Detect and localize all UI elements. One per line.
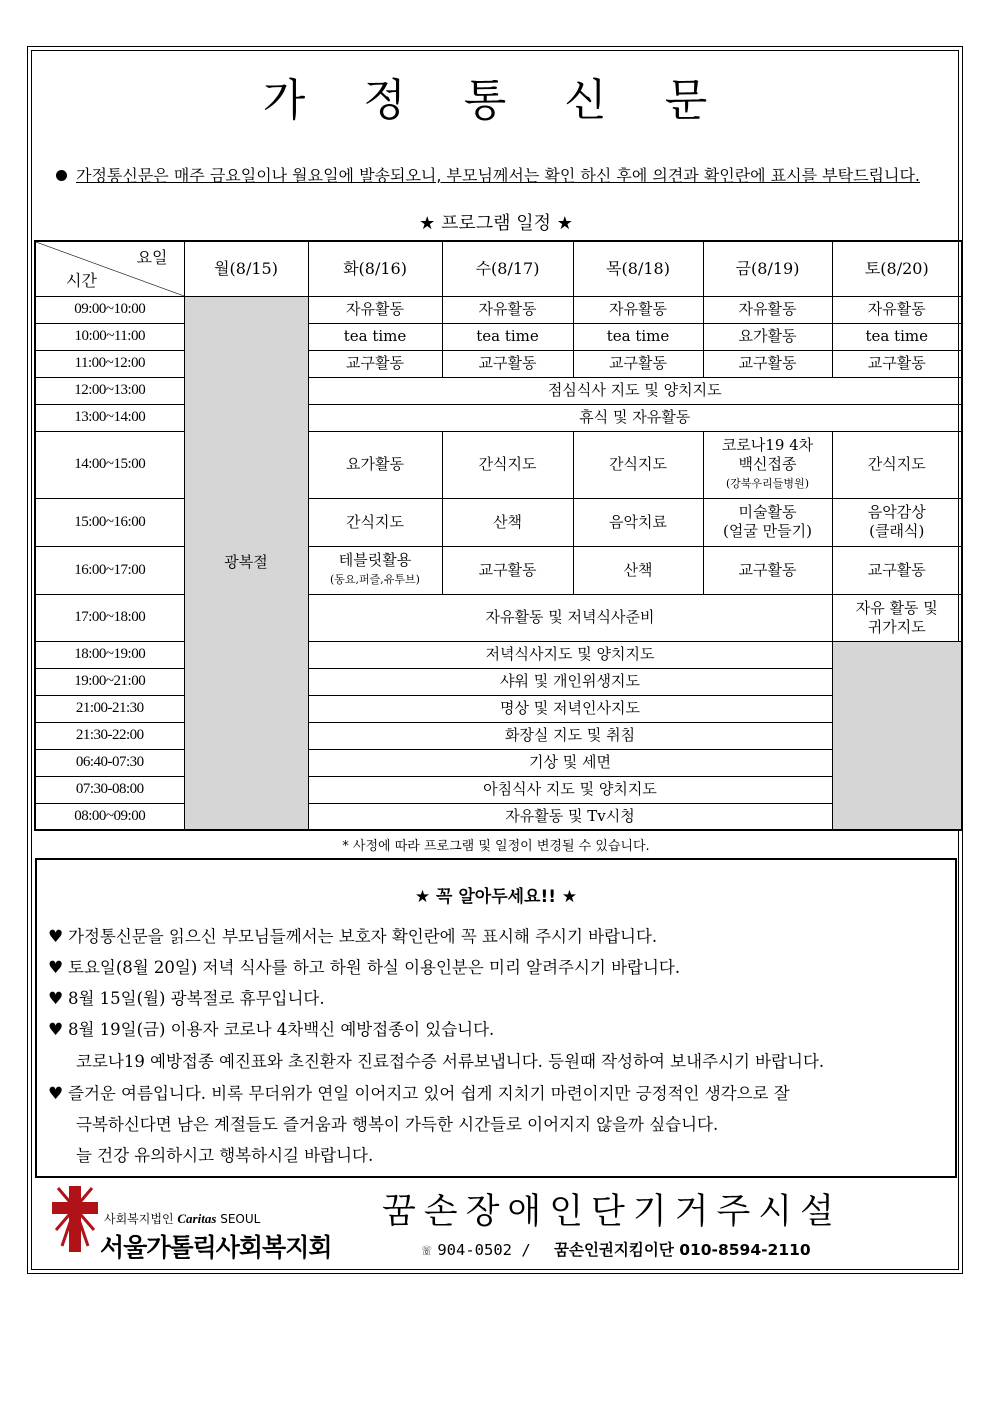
cell: 교구활동 [308, 350, 442, 377]
day-header-tue: 화(8/16) [308, 241, 442, 296]
table-row [35, 695, 962, 722]
cell: 간식지도 [442, 431, 573, 498]
cell: 자유활동 [573, 296, 703, 323]
schedule-title: ★ 프로그램 일정 ★ [419, 213, 573, 234]
cell-line: (클래식) [869, 522, 925, 540]
note-item [48, 1084, 790, 1104]
cell: 간식지도 [832, 431, 962, 498]
note-item [48, 1020, 494, 1040]
time-cell: 19:00~21:00 [35, 668, 184, 695]
table-row [35, 431, 962, 498]
logo-name: 서울가톨릭사회복지회 [100, 1233, 332, 1262]
team-contact: 꿈손인권지킴이단 010-8594-2110 [554, 1241, 811, 1259]
span-cell: 자유활동 및 Tv시청 [308, 803, 832, 830]
table-header-row [35, 241, 962, 296]
cell: tea time [832, 323, 962, 350]
page-title: 가 정 통 신 문 [262, 75, 730, 126]
table-row [35, 323, 962, 350]
cell: tea time [442, 323, 573, 350]
schedule-table [34, 240, 963, 831]
cell: 자유활동 [832, 296, 962, 323]
cell: 교구활동 [832, 546, 962, 594]
table-row [35, 404, 962, 431]
table-row [35, 594, 962, 641]
time-cell: 10:00~11:00 [35, 323, 184, 350]
table-row [35, 776, 962, 803]
day-header-thu: 목(8/18) [573, 241, 703, 296]
table-row [35, 498, 962, 546]
time-cell: 17:00~18:00 [35, 594, 184, 641]
time-cell: 21:00-21:30 [35, 695, 184, 722]
cell-line: (얼굴 만들기) [723, 522, 812, 540]
cell-line: 미술활동 [738, 503, 797, 521]
note-item [48, 958, 680, 978]
cell: 요가활동 [703, 323, 832, 350]
phone-number: 904-0502 / [437, 1241, 531, 1259]
table-row [35, 803, 962, 830]
table-row [35, 296, 962, 323]
note-item [48, 989, 325, 1009]
caritas-cross-icon [52, 1186, 98, 1252]
time-label: 시간 [66, 270, 97, 290]
corner-header [35, 241, 184, 296]
cell: 자유활동 [308, 296, 442, 323]
cell-sat-evening [832, 594, 962, 641]
note-continuation: 극복하신다면 남은 계절들도 즐거움과 행복이 가득한 시간들로 이어지지 않을까 싶습니다. [76, 1115, 719, 1134]
cell: 자유활동 [703, 296, 832, 323]
note-continuation: 늘 건강 유의하시고 행복하시길 바랍니다. [76, 1146, 374, 1165]
time-cell: 11:00~12:00 [35, 350, 184, 377]
time-cell: 14:00~15:00 [35, 431, 184, 498]
holiday-cell: 광복절 [184, 296, 308, 830]
span-cell: 화장실 지도 및 취침 [308, 722, 832, 749]
note-item [48, 927, 657, 947]
cell: tea time [308, 323, 442, 350]
sat-empty-cell [832, 641, 962, 830]
span-cell: 저녁식사지도 및 양치지도 [308, 641, 832, 668]
day-header-mon: 월(8/15) [184, 241, 308, 296]
time-cell: 06:40-07:30 [35, 749, 184, 776]
cell: 산책 [442, 498, 573, 546]
span-cell: 샤워 및 개인위생지도 [308, 668, 832, 695]
cell: 요가활동 [308, 431, 442, 498]
heart-icon: ♥ [48, 1084, 64, 1104]
logo-brand: Caritas [177, 1211, 217, 1226]
heart-icon: ♥ [48, 958, 64, 978]
note-continuation: 코로나19 예방접종 예진표와 초진환자 진료접수증 서류보냅니다. 등원때 작성하여 보내주시기 바랍니다. [76, 1052, 825, 1071]
logo-city: SEOUL [220, 1212, 261, 1226]
cell-line: 음악감상 [867, 503, 926, 521]
span-cell: 명상 및 저녁인사지도 [308, 695, 832, 722]
cell-line: (동요,퍼즐,유투브) [330, 573, 420, 586]
cell-sat-music [832, 498, 962, 546]
cell: 간식지도 [308, 498, 442, 546]
cell: 교구활동 [442, 546, 573, 594]
span-cell: 점심식사 지도 및 양치지도 [308, 377, 962, 404]
cell-fri-art [703, 498, 832, 546]
day-label: 요일 [136, 248, 168, 267]
notes-title: ★ 꼭 알아두세요!! ★ [414, 887, 578, 907]
table-row [35, 546, 962, 594]
table-row [35, 641, 962, 668]
table-row [35, 350, 962, 377]
cell-tue-tablet [308, 546, 442, 594]
table-row [35, 377, 962, 404]
cell: 산책 [573, 546, 703, 594]
time-cell: 12:00~13:00 [35, 377, 184, 404]
note-text: 토요일(8월 20일) 저녁 식사를 하고 하원 하실 이용인분은 미리 알려주시기 바랍니다. [68, 958, 681, 977]
cell: 교구활동 [832, 350, 962, 377]
cell-line: 코로나19 4차 [721, 436, 814, 454]
notice [56, 165, 936, 187]
cell: 교구활동 [703, 546, 832, 594]
notice-text: 가정통신문은 매주 금요일이나 월요일에 발송되오니, 부모님께서는 확인 하신 후에 의견과 확인란에 표시를 부탁드립니다. [76, 166, 921, 185]
cell: 음악치료 [573, 498, 703, 546]
contact-line [422, 1238, 811, 1260]
note-text: 즐거운 여름입니다. 비록 무더위가 연일 이어지고 있어 쉽게 지치기 마련이지만 긍정적인 생각으로 잘 [68, 1084, 790, 1103]
cell: tea time [573, 323, 703, 350]
time-cell: 15:00~16:00 [35, 498, 184, 546]
day-header-sat: 토(8/20) [832, 241, 962, 296]
footnote: * 사정에 따라 프로그램 및 일정이 변경될 수 있습니다. [342, 839, 650, 854]
day-header-fri: 금(8/19) [703, 241, 832, 296]
time-cell: 09:00~10:00 [35, 296, 184, 323]
note-text: 가정통신문을 읽으신 부모님들께서는 보호자 확인란에 꼭 표시해 주시기 바랍니다. [68, 927, 658, 946]
time-cell: 21:30-22:00 [35, 722, 184, 749]
span-cell: 아침식사 지도 및 양치지도 [308, 776, 832, 803]
cell-line: 테블릿활용 [338, 551, 412, 569]
time-cell: 08:00~09:00 [35, 803, 184, 830]
time-cell: 18:00~19:00 [35, 641, 184, 668]
cell: 간식지도 [573, 431, 703, 498]
day-header-wed: 수(8/17) [442, 241, 573, 296]
cell: 교구활동 [442, 350, 573, 377]
logo-caption [104, 1210, 260, 1227]
table-row [35, 749, 962, 776]
note-text: 8월 15일(월) 광복절로 휴무입니다. [68, 989, 325, 1008]
heart-icon: ♥ [48, 927, 64, 947]
cell-line: 백신접종 [738, 455, 797, 473]
cell-line: 귀가지도 [867, 617, 926, 636]
phone-icon: ☏ [422, 1241, 432, 1259]
span-cell: 자유활동 및 저녁식사준비 [308, 594, 832, 641]
time-cell: 07:30-08:00 [35, 776, 184, 803]
table-row [35, 722, 962, 749]
note-text: 8월 19일(금) 이용자 코로나 4차백신 예방접종이 있습니다. [68, 1020, 495, 1039]
cell-line: (강북우리들병원) [726, 477, 809, 490]
cell: 교구활동 [703, 350, 832, 377]
time-cell: 16:00~17:00 [35, 546, 184, 594]
span-cell: 휴식 및 자유활동 [308, 404, 962, 431]
cell: 교구활동 [573, 350, 703, 377]
cell-line: 자유 활동 및 [855, 598, 938, 617]
circle-bullet-icon [56, 170, 67, 181]
cell-fri-vaccine [703, 431, 832, 498]
heart-icon: ♥ [48, 989, 64, 1009]
cell: 자유활동 [442, 296, 573, 323]
table-row [35, 668, 962, 695]
time-cell: 13:00~14:00 [35, 404, 184, 431]
span-cell: 기상 및 세면 [308, 749, 832, 776]
heart-icon: ♥ [48, 1020, 64, 1040]
logo-corp: 사회복지법인 [104, 1212, 174, 1226]
institution-name: 꿈손장애인단기거주시설 [382, 1192, 842, 1232]
